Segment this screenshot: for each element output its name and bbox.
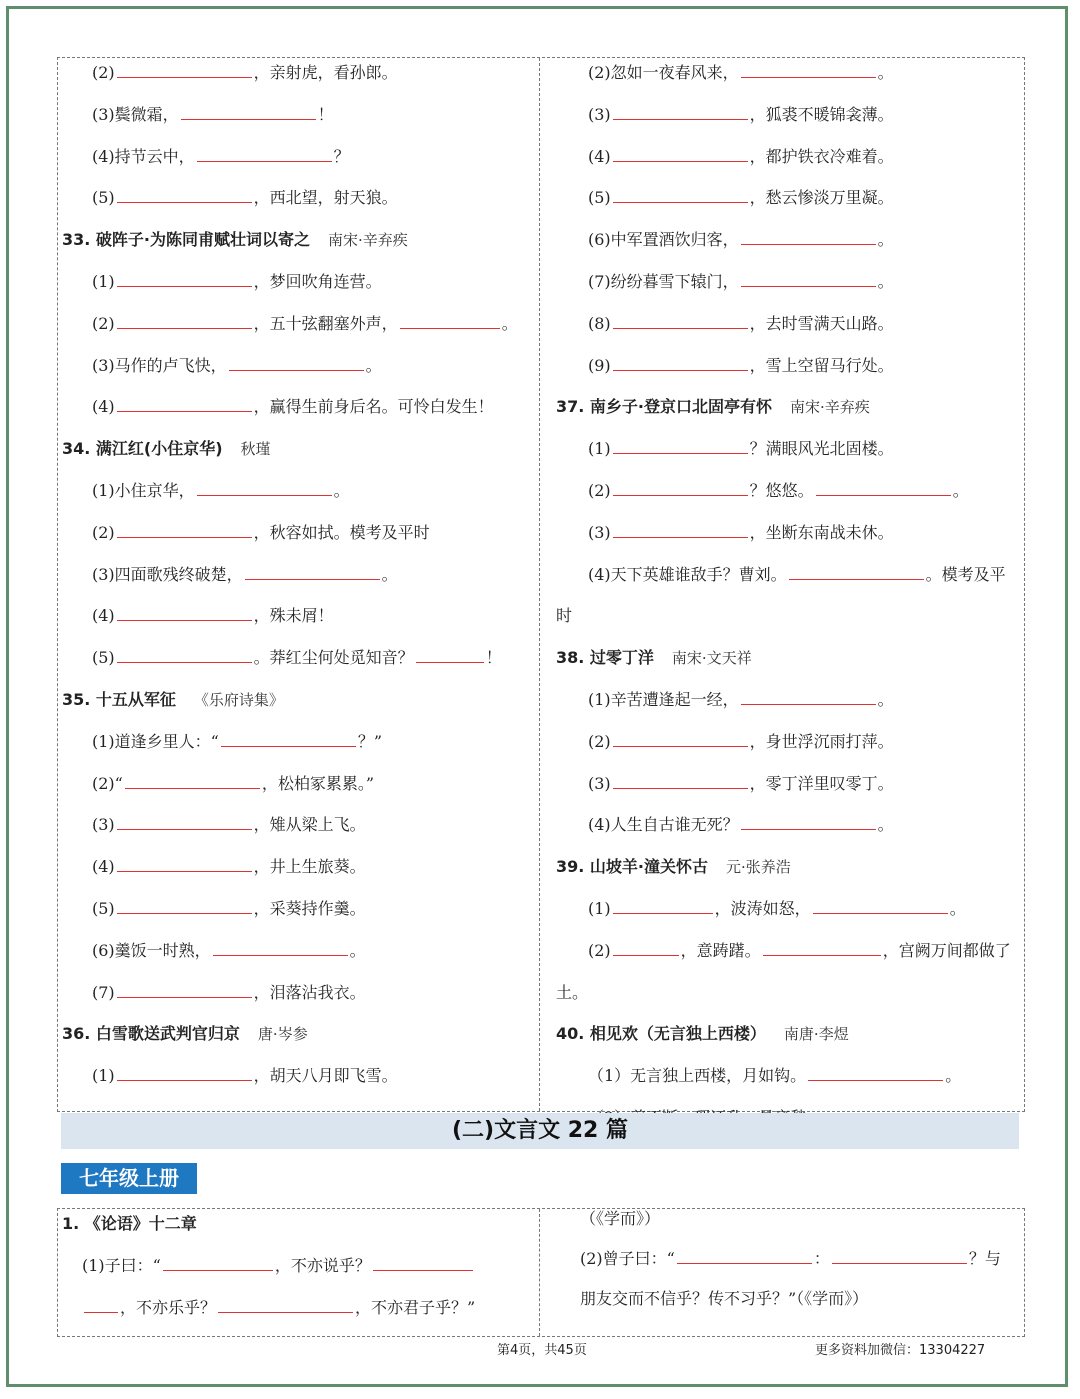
line-text: 。 — [381, 564, 398, 584]
answer-blank[interactable] — [741, 815, 876, 830]
fill-line — [588, 774, 894, 794]
answer-blank[interactable] — [245, 565, 380, 580]
poem-title-line — [556, 397, 870, 417]
fill-line — [588, 314, 894, 334]
answer-blank[interactable] — [677, 1249, 812, 1264]
line-text: 朋友交而不信乎？传不习乎？”（《学而》） — [580, 1289, 869, 1308]
fill-line — [92, 1066, 398, 1086]
line-text: 。莽红尘何处觅知音？ — [253, 648, 414, 668]
poem-title: 35. 十五从军征 — [62, 690, 176, 709]
column-divider-lower — [539, 1209, 540, 1336]
line-text: (4)天下英雄谁敌手？曹刘。 — [588, 564, 787, 584]
answer-blank[interactable] — [181, 105, 316, 120]
line-text: (3) — [588, 522, 611, 542]
answer-blank[interactable] — [613, 147, 748, 162]
answer-blank[interactable] — [163, 1256, 273, 1271]
answer-blank[interactable] — [416, 648, 484, 663]
line-text: ，秋容如拭。模考及平时 — [253, 522, 430, 542]
line-text: ，不亦说乎？ — [274, 1256, 371, 1275]
line-text: (1)小住京华， — [92, 481, 195, 500]
line-text: ，狐裘不暖锦衾薄。 — [749, 104, 894, 124]
line-text: 。 — [877, 690, 894, 709]
poem-title: 40. 相见欢（无言独上西楼） — [556, 1024, 766, 1044]
poem-title: 38. 过零丁洋 — [556, 648, 654, 668]
fill-line — [588, 899, 966, 919]
poem-title-line — [62, 1214, 197, 1234]
line-text: (3) — [92, 815, 115, 835]
fill-line — [92, 356, 382, 376]
answer-blank[interactable] — [117, 63, 252, 78]
fill-line — [580, 1289, 868, 1309]
answer-blank[interactable] — [613, 105, 748, 120]
answer-blank[interactable] — [213, 941, 348, 956]
line-text: (1)道逢乡里人：“ — [92, 731, 219, 751]
answer-blank[interactable] — [813, 899, 948, 914]
answer-blank[interactable] — [221, 732, 356, 747]
line-text: ，井上生旅葵。 — [253, 857, 366, 877]
fill-line — [92, 481, 350, 501]
answer-blank[interactable] — [613, 481, 748, 496]
answer-blank[interactable] — [741, 230, 876, 245]
answer-blank[interactable] — [789, 565, 924, 580]
fill-line — [588, 188, 894, 208]
line-text: (5) — [588, 188, 611, 208]
answer-blank[interactable] — [808, 1066, 943, 1081]
fill-line — [92, 147, 350, 167]
poem-title: 37. 南乡子·登京口北固亭有怀 — [556, 397, 772, 417]
line-text: 。 — [952, 481, 969, 500]
line-text: (4) — [92, 857, 115, 877]
line-text: (1) — [588, 439, 611, 459]
fill-line — [92, 899, 366, 919]
poem-author: 南宋·辛弃疾 — [790, 398, 870, 417]
poem-title-line — [62, 439, 271, 459]
line-text: 土。 — [556, 982, 589, 1002]
line-text: ，胡天八月即飞雪。 — [253, 1066, 398, 1086]
line-text: (2) — [92, 63, 115, 82]
line-text: ，五十弦翻塞外声， — [253, 313, 398, 333]
column-divider — [539, 58, 540, 1111]
answer-blank[interactable] — [613, 188, 748, 203]
line-text: (2) — [588, 481, 611, 500]
line-text: ，亲射虎，看孙郎。 — [253, 63, 398, 82]
line-text: ？与 — [968, 1249, 1001, 1268]
line-text: 。 — [877, 272, 894, 291]
fill-line — [92, 732, 382, 752]
answer-blank[interactable] — [197, 147, 332, 162]
fill-line — [92, 857, 366, 877]
line-text: (5) — [92, 899, 115, 918]
answer-blank[interactable] — [400, 314, 500, 329]
answer-blank[interactable] — [741, 63, 876, 78]
line-text: ，身世浮沉雨打萍。 — [749, 731, 894, 751]
fill-line — [588, 1066, 961, 1086]
line-text: (3)四面歌残终破楚， — [92, 564, 243, 584]
fill-line — [92, 941, 366, 961]
line-text: (3)鬓微霜， — [92, 104, 179, 124]
answer-blank[interactable] — [218, 1298, 353, 1313]
fill-line — [588, 941, 1011, 961]
line-text: ，赢得生前身后名。可怜白发生！ — [253, 397, 494, 417]
section-band: (二)文言文 22 篇 — [61, 1113, 1019, 1149]
line-text: (2)忽如一夜春风来， — [588, 63, 739, 82]
fill-line — [92, 105, 334, 125]
line-text: ： — [813, 1249, 830, 1268]
contact-info: 更多资料加微信：13304227 — [815, 1343, 986, 1358]
poem-author: 唐·岑参 — [257, 1025, 308, 1044]
fill-line — [92, 523, 430, 543]
line-text: (7)纷纷暮雪下辕门， — [588, 272, 739, 291]
poem-title: 1. 《论语》十二章 — [62, 1214, 197, 1233]
line-text: 。 — [349, 940, 366, 960]
poem-title-line — [62, 230, 408, 250]
line-text: ，零丁洋里叹零丁。 — [749, 773, 894, 793]
fill-line — [588, 439, 894, 459]
page-number: 第4页，共45页 — [497, 1343, 587, 1358]
fill-line — [588, 356, 894, 376]
line-text: ，梦回吹角连营。 — [253, 272, 382, 291]
line-text: (7) — [92, 982, 115, 1002]
line-text: ，不亦乐乎？ — [120, 1298, 217, 1317]
line-text: (5) — [92, 648, 115, 668]
line-text: (1) — [588, 899, 611, 918]
grade-label: 七年级上册 — [61, 1163, 197, 1194]
line-text: ，都护铁衣冷难着。 — [749, 146, 894, 166]
poem-author: 《乐府诗集》 — [193, 691, 284, 709]
line-text: ，西北望，射天狼。 — [253, 188, 398, 208]
fill-line — [580, 1209, 660, 1229]
line-text: 。模考及平 — [925, 564, 1006, 584]
answer-blank[interactable] — [613, 899, 713, 914]
line-text: ，宫阙万间都做了 — [882, 940, 1011, 960]
fill-line — [588, 732, 894, 752]
fill-line — [92, 606, 334, 626]
line-text: ？ — [333, 146, 350, 166]
line-text: ！ — [317, 104, 334, 124]
fill-line — [92, 774, 374, 794]
line-text: ，愁云惨淡万里凝。 — [749, 188, 894, 208]
line-text: ，去时雪满天山路。 — [749, 313, 894, 333]
answer-blank[interactable] — [741, 272, 876, 287]
answer-blank[interactable] — [832, 1249, 967, 1264]
answer-blank[interactable] — [117, 523, 252, 538]
answer-blank[interactable] — [117, 188, 252, 203]
line-text: (4) — [588, 146, 611, 166]
answer-blank[interactable] — [84, 1298, 118, 1313]
line-text: (4)持节云中， — [92, 146, 195, 166]
line-text: ？悠悠。 — [749, 481, 814, 500]
fill-line — [588, 690, 894, 710]
answer-blank[interactable] — [117, 606, 252, 621]
line-text: (6)羹饭一时熟， — [92, 940, 211, 960]
fill-line — [556, 983, 588, 1003]
line-text: ，不亦君子乎？” — [355, 1298, 476, 1317]
answer-blank[interactable] — [197, 481, 332, 496]
line-text: (6)中军置酒饮归客， — [588, 230, 739, 250]
answer-blank[interactable] — [117, 1066, 252, 1081]
line-text: 。 — [333, 481, 350, 500]
poem-title: 33. 破阵子·为陈同甫赋壮词以寄之 — [62, 230, 310, 250]
poem-title-line — [62, 690, 284, 710]
fill-line — [588, 523, 894, 543]
fill-line — [82, 1256, 475, 1276]
answer-blank[interactable] — [373, 1256, 473, 1271]
fill-line — [92, 648, 502, 668]
line-text: 时 — [556, 606, 573, 626]
answer-blank[interactable] — [117, 397, 252, 412]
line-text: (2) — [588, 731, 611, 751]
poem-title-line — [556, 648, 752, 668]
line-text: ，雉从梁上飞。 — [253, 815, 366, 835]
line-text: ？满眼风光北固楼。 — [749, 439, 894, 459]
fill-line — [588, 481, 969, 501]
poem-author: 秋瑾 — [240, 440, 271, 459]
fill-line — [92, 188, 398, 208]
line-text: (1)子曰：“ — [82, 1256, 161, 1275]
line-text: (1) — [92, 1066, 115, 1086]
line-text: ，泪落沾我衣。 — [253, 982, 366, 1002]
answer-blank[interactable] — [117, 648, 252, 663]
poem-author: 南唐·李煜 — [783, 1025, 849, 1044]
line-text: (3) — [588, 104, 611, 124]
line-text: (2) — [92, 522, 115, 542]
fill-line — [588, 272, 894, 292]
line-text: (3)马作的卢飞快， — [92, 355, 227, 375]
fill-line — [588, 815, 894, 835]
answer-blank[interactable] — [117, 983, 252, 998]
answer-blank[interactable] — [117, 314, 252, 329]
line-text: ，采葵持作羹。 — [253, 899, 366, 918]
line-text: (3) — [588, 773, 611, 793]
line-text: ，松柏冢累累。” — [261, 773, 375, 793]
fill-line — [580, 1249, 1001, 1269]
line-text: (1) — [92, 272, 115, 291]
fill-line — [556, 606, 572, 626]
fill-line — [92, 272, 382, 292]
fill-line — [82, 1298, 475, 1318]
line-text: (2) — [588, 940, 611, 960]
fill-line — [92, 983, 366, 1003]
fill-line — [92, 314, 518, 334]
line-text: 。 — [945, 1066, 962, 1086]
answer-blank[interactable] — [613, 774, 748, 789]
answer-blank[interactable] — [613, 314, 748, 329]
line-text: ，意踌躇。 — [680, 940, 761, 960]
line-text: (4) — [92, 606, 115, 626]
answer-blank[interactable] — [117, 272, 252, 287]
line-text: ，坐断东南战未休。 — [749, 522, 894, 542]
poem-title-line — [556, 857, 791, 877]
poem-author: 南宋·文天祥 — [671, 649, 752, 668]
line-text: ！ — [485, 648, 502, 668]
fill-line — [588, 147, 894, 167]
line-text: 。 — [501, 313, 518, 333]
line-text: (5) — [92, 188, 115, 208]
fill-line — [92, 565, 398, 585]
line-text: (8) — [588, 313, 611, 333]
fill-line — [588, 230, 894, 250]
line-text: ？” — [357, 731, 383, 751]
answer-blank[interactable] — [117, 899, 252, 914]
line-text: (4)人生自古谁无死？ — [588, 815, 739, 835]
poem-title-line — [556, 1024, 849, 1044]
line-text: 。 — [877, 230, 894, 250]
poem-title: 34. 满江红(小住京华) — [62, 439, 223, 459]
answer-blank[interactable] — [613, 523, 748, 538]
answer-blank[interactable] — [613, 732, 748, 747]
answer-blank[interactable] — [117, 857, 252, 872]
line-text: (9) — [588, 355, 611, 375]
fill-line — [588, 105, 894, 125]
line-text: ，雪上空留马行处。 — [749, 355, 894, 375]
line-text: 。 — [949, 899, 966, 918]
line-text: (2)曾子曰：“ — [580, 1249, 675, 1268]
answer-blank[interactable] — [613, 941, 679, 956]
line-text: (2) — [92, 313, 115, 333]
line-text: ，殊未屑！ — [253, 606, 334, 626]
fill-line — [588, 63, 894, 83]
answer-blank[interactable] — [763, 941, 881, 956]
line-text: 。 — [877, 63, 894, 82]
answer-blank[interactable] — [613, 356, 748, 371]
poem-title: 36. 白雪歌送武判官归京 — [62, 1024, 240, 1044]
line-text: ，波涛如怒， — [714, 899, 811, 918]
line-text: (4) — [92, 397, 115, 417]
line-text: (2)“ — [92, 773, 123, 793]
line-text: （《学而》） — [580, 1209, 661, 1228]
fill-line — [92, 63, 398, 83]
poem-author: 元·张养浩 — [726, 858, 791, 877]
answer-blank[interactable] — [816, 481, 951, 496]
poem-title: 39. 山坡羊·潼关怀古 — [556, 857, 708, 877]
fill-line — [588, 565, 1006, 585]
poem-author: 南宋·辛弃疾 — [328, 231, 408, 250]
answer-blank[interactable] — [117, 815, 252, 830]
answer-blank[interactable] — [229, 356, 364, 371]
line-text: 。 — [877, 815, 894, 835]
line-text: 。 — [365, 355, 382, 375]
answer-blank[interactable] — [125, 774, 260, 789]
fill-line — [92, 815, 366, 835]
fill-line — [92, 397, 494, 417]
answer-blank[interactable] — [613, 439, 748, 454]
line-text: （1）无言独上西楼，月如钩。 — [588, 1066, 807, 1086]
answer-blank[interactable] — [741, 690, 876, 705]
poem-title-line — [62, 1024, 308, 1044]
line-text: (1)辛苦遭逢起一经， — [588, 690, 739, 709]
